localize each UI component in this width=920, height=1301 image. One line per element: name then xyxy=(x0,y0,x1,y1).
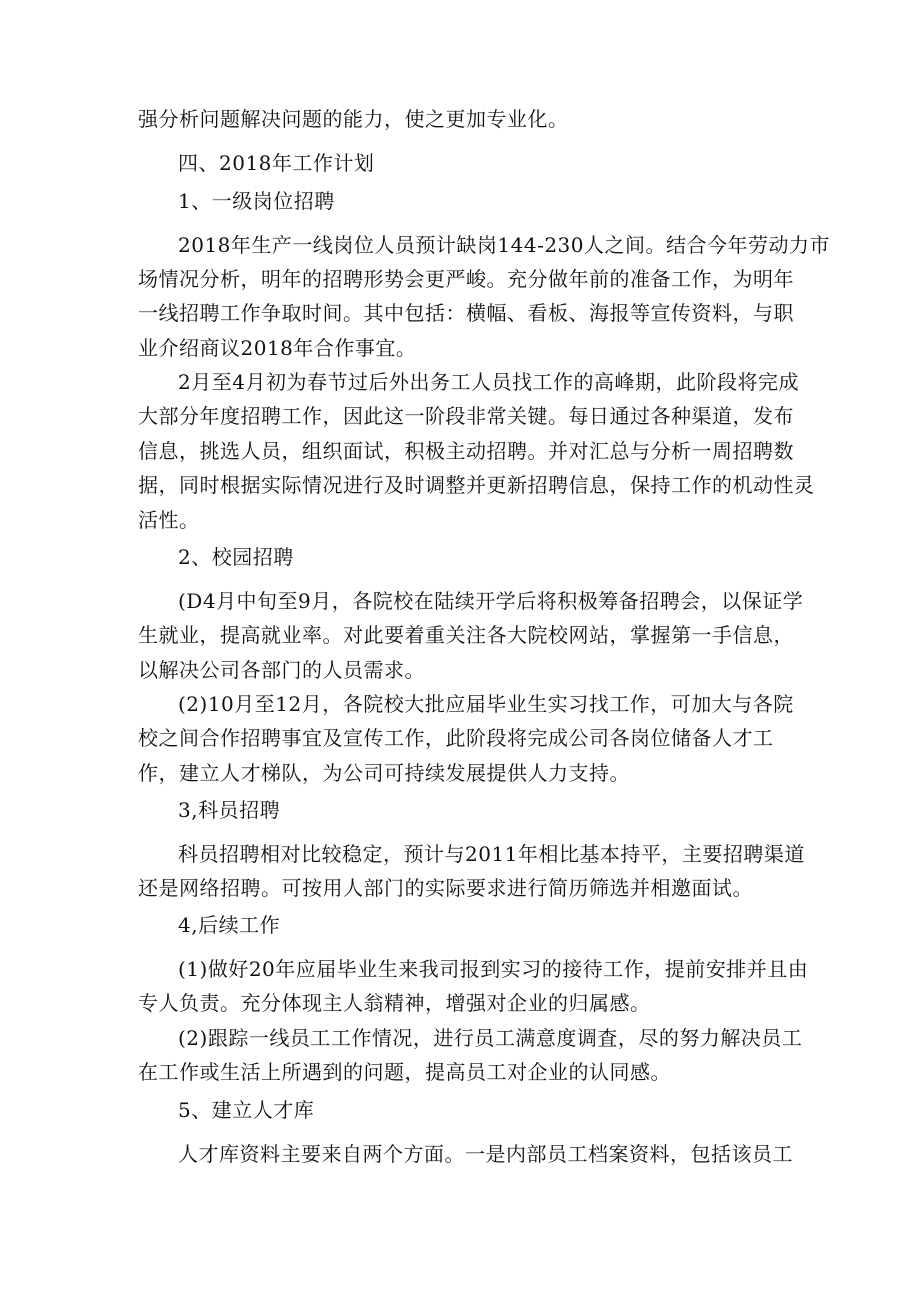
paragraph-line: 2月至4月初为春节过后外出务工人员找工作的高峰期，此阶段将完成 xyxy=(178,370,799,394)
subsection-heading: 1、一级岗位招聘 xyxy=(178,189,335,213)
section-heading: 四、2018年工作计划 xyxy=(178,151,375,175)
paragraph-line: (D4月中旬至9月，各院校在陆续开学后将积极筹备招聘会，以保证学 xyxy=(178,589,804,613)
paragraph-line: 还是网络招聘。可按用人部门的实际要求进行简历筛选并相邀面试。 xyxy=(138,876,753,900)
paragraph-line: 校之间合作招聘事宜及宣传工作，此阶段将完成公司各岗位储备人才工 xyxy=(138,726,774,750)
paragraph-line: 一线招聘工作争取时间。其中包括：横幅、看板、海报等宣传资料，与职 xyxy=(138,301,794,325)
paragraph-line: (1)做好20年应届毕业生来我司报到实习的接待工作，提前安排并且由 xyxy=(178,957,809,981)
paragraph-line: 在工作或生活上所遇到的问题，提高员工对企业的认同感。 xyxy=(138,1060,671,1084)
paragraph-line: 强分析问题解决问题的能力，使之更加专业化。 xyxy=(138,107,569,131)
paragraph-line: 2018年生产一线岗位人员预计缺岗144-230人之间。结合今年劳动力市 xyxy=(178,233,831,257)
subsection-heading: 3,科员招聘 xyxy=(178,798,281,822)
paragraph-line: 专人负责。充分体现主人翁精神，增强对企业的归属感。 xyxy=(138,991,651,1015)
paragraph-line: 生就业，提高就业率。对此要着重关注各大院校网站，掌握第一手信息， xyxy=(138,623,794,647)
paragraph-line: 信息，挑选人员，组织面试，积极主动招聘。并对汇总与分析一周招聘数 xyxy=(138,439,794,463)
paragraph-line: (2)跟踪一线员工工作情况，进行员工满意度调査，尽的努力解决员工 xyxy=(178,1026,803,1050)
paragraph-line: (2)10月至12月，各院校大批应届毕业生实习找工作，可加大与各院 xyxy=(178,692,794,716)
paragraph-line: 业介绍商议2018年合作事宜。 xyxy=(138,336,417,360)
paragraph-line: 场情况分析，明年的招聘形势会更严峻。充分做年前的准备工作，为明年 xyxy=(138,267,794,291)
subsection-heading: 2、校园招聘 xyxy=(178,545,294,569)
paragraph-line: 大部分年度招聘工作，因此这一阶段非常关键。每日通过各种渠道，发布 xyxy=(138,404,794,428)
subsection-heading: 5、建立人才库 xyxy=(178,1098,315,1122)
paragraph-line: 活性。 xyxy=(138,508,200,532)
paragraph-line: 人才库资料主要来自两个方面。一是内部员工档案资料，包括该员工 xyxy=(178,1142,793,1166)
paragraph-line: 据，同时根据实际情况进行及时调整并更新招聘信息，保持工作的机动性灵 xyxy=(138,473,815,497)
paragraph-line: 科员招聘相对比较稳定，预计与2011年相比基本持平，主要招聘渠道 xyxy=(178,842,805,866)
subsection-heading: 4,后续工作 xyxy=(178,913,281,937)
paragraph-line: 作，建立人才梯队，为公司可持续发展提供人力支持。 xyxy=(138,761,630,785)
paragraph-line: 以解决公司各部门的人员需求。 xyxy=(138,658,425,682)
